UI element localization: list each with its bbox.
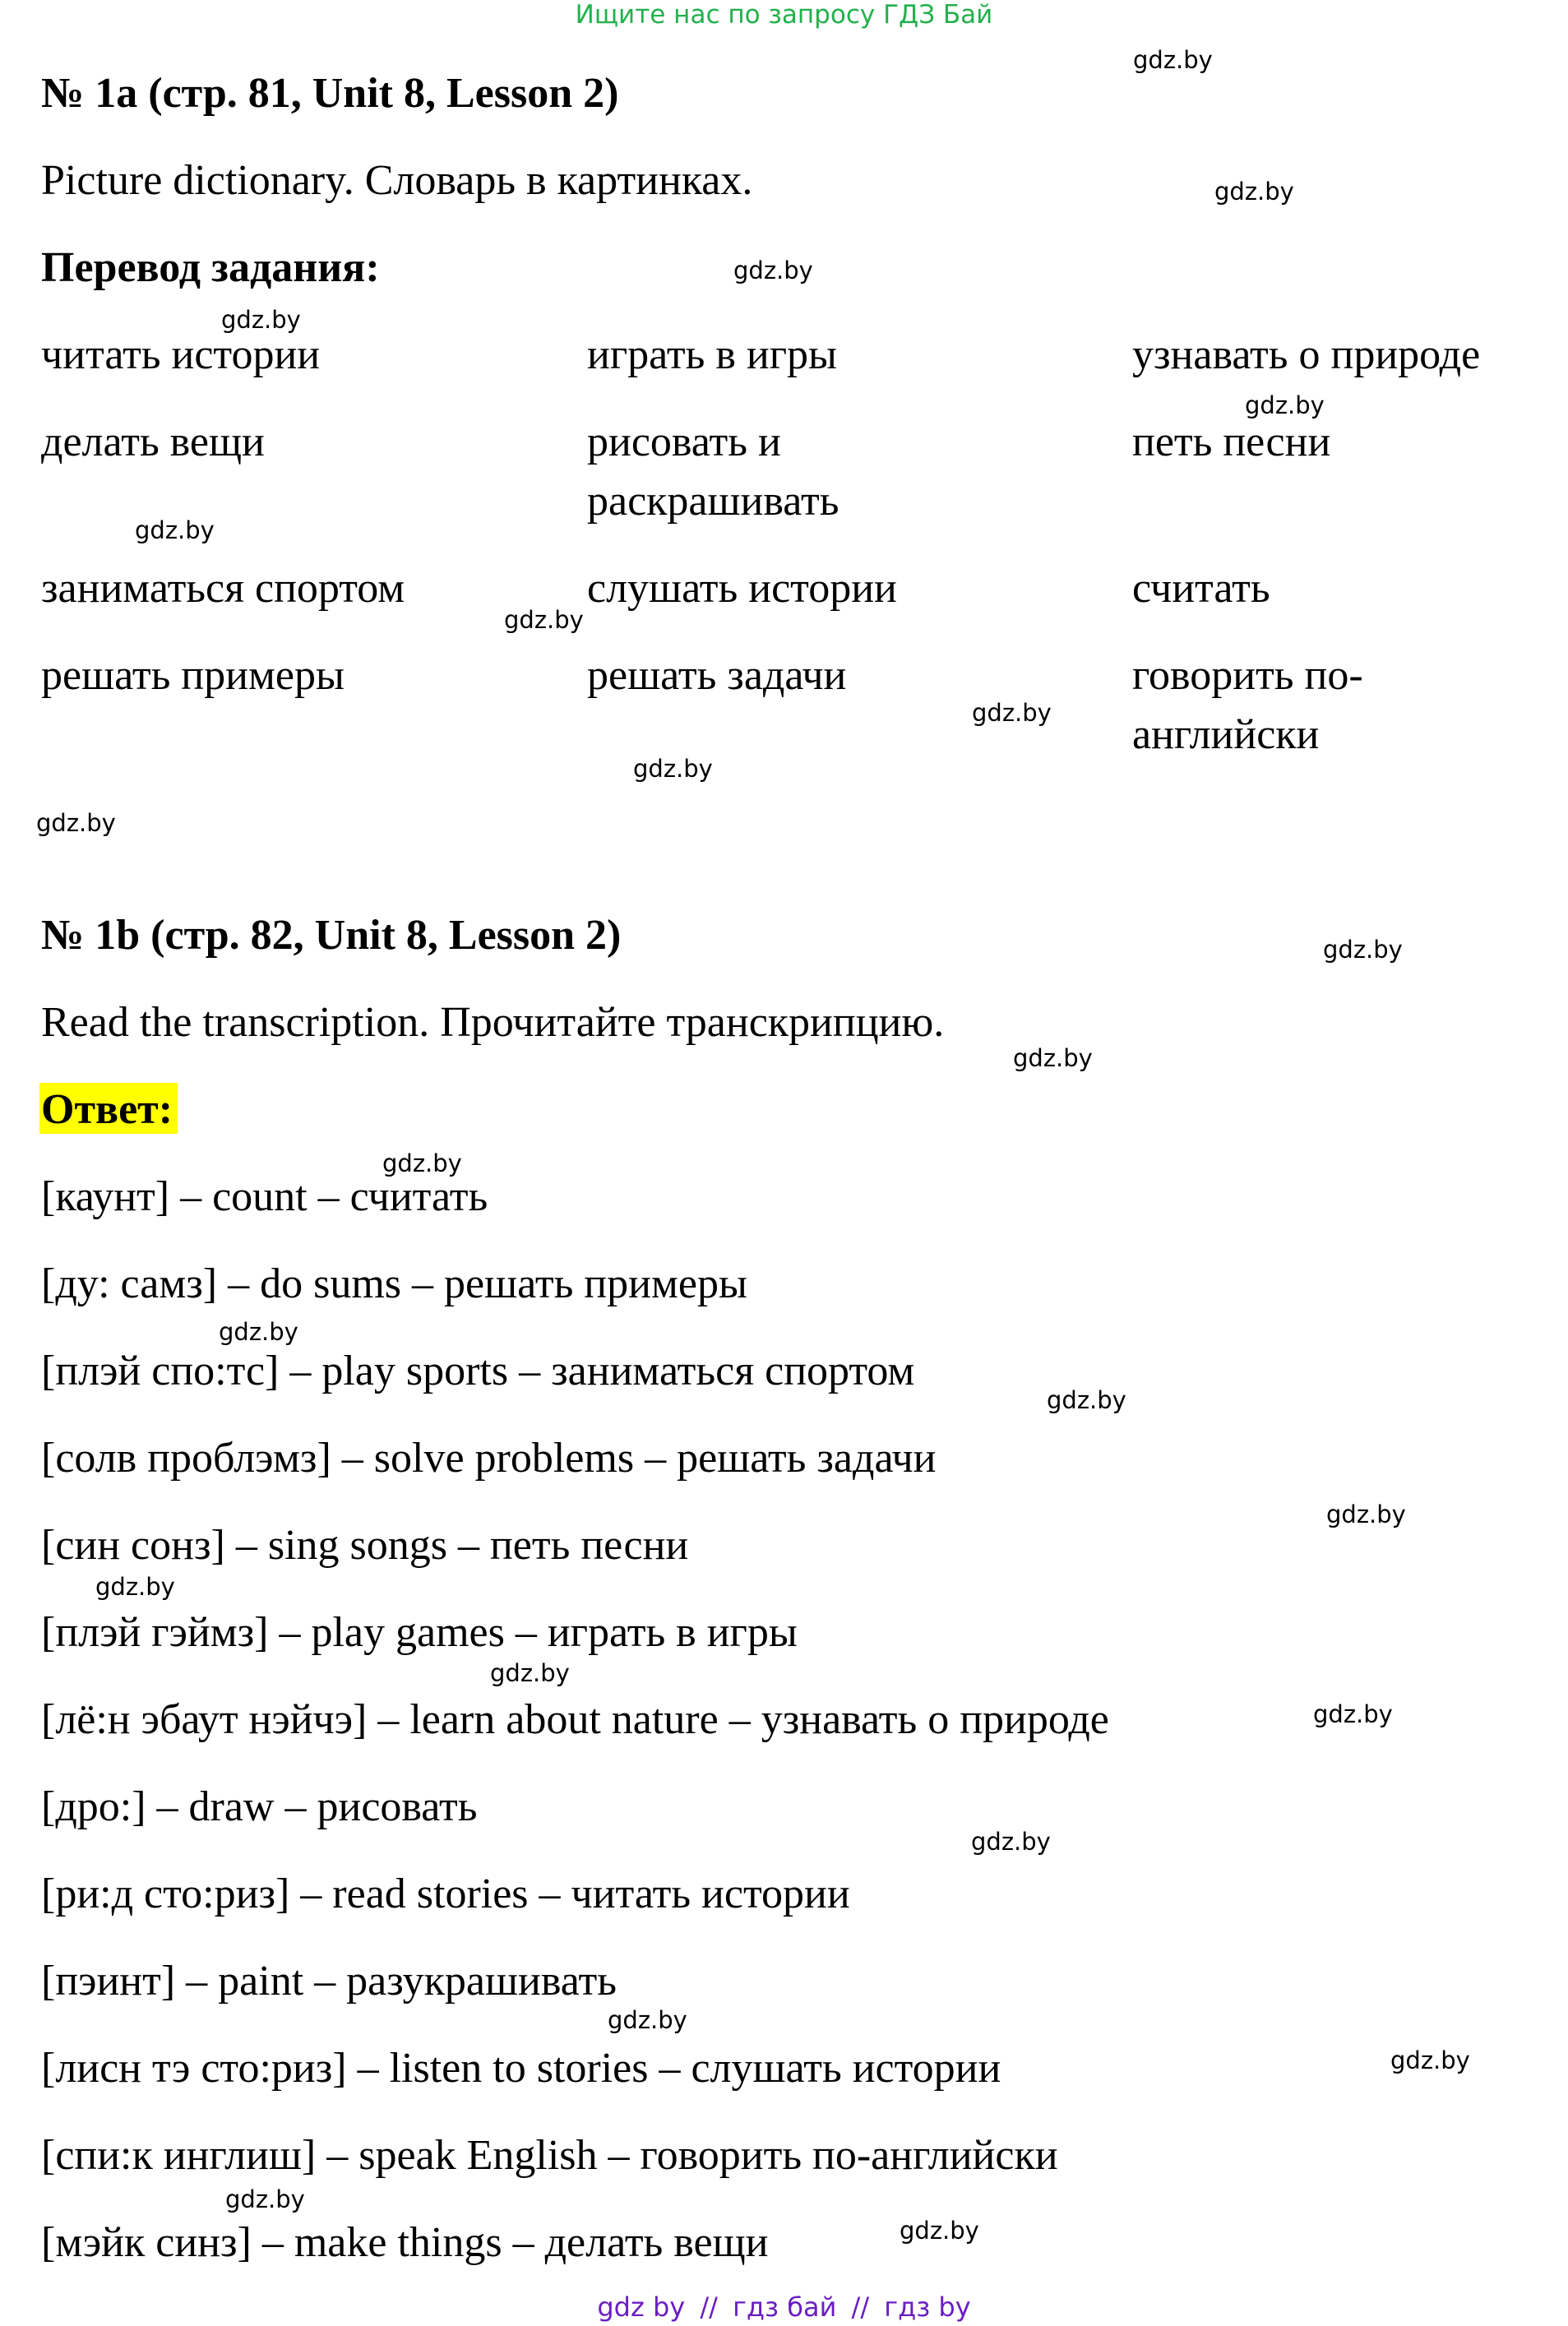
watermark: gdz.by [733,257,813,284]
dictionary-item: говорить по- [1132,652,1363,699]
transcription-line: [лисн тэ сто:риз] – listen to stories – слушать истории [41,2045,1001,2092]
watermark: gdz.by [1013,1044,1093,1072]
transcription-line: [мэйк синз] – make things – делать вещи [41,2219,769,2266]
dictionary-item: слушать истории [587,565,897,612]
transcription-line: [ри:д сто:риз] – read stories – читать истории [41,1871,850,1917]
dictionary-item: узнавать о природе [1132,331,1481,378]
answer-label: Ответ: [39,1083,178,1134]
dictionary-item: решать задачи [587,652,847,699]
watermark: gdz.by [1245,391,1325,419]
transcription-line: [спи:к инглиш] – speak English – говорить по-английски [41,2132,1058,2179]
transcription-line: [син сонз] – sing songs – петь песни [41,1522,689,1569]
transcription-line: [дро:] – draw – рисовать [41,1783,478,1830]
top-banner: Ищите нас по запросу ГДЗ Бай [575,0,993,30]
watermark: gdz.by [971,1828,1051,1856]
transcription-line: [солв проблэмз] – solve problems – решать задачи [41,1435,937,1482]
transcription-line: [плэй гэймз] – play games – играть в игры [41,1609,798,1656]
transcription-line: [ду: самз] – do sums – решать примеры [41,1260,747,1307]
watermark: gdz.by [490,1659,570,1687]
translation-label: Перевод задания: [41,244,380,291]
transcription-line: [пэинт] – paint – разукрашивать [41,1958,617,2005]
dictionary-item: читать истории [41,331,321,378]
dictionary-item: английски [1132,711,1320,758]
watermark: gdz.by [1390,2046,1470,2074]
watermark: gdz.by [504,606,584,634]
watermark: gdz.by [95,1573,175,1601]
watermark: gdz.by [219,1318,298,1346]
footer-link-gdz-by-cyr[interactable]: гдз by [884,2291,971,2323]
watermark: gdz.by [1214,178,1294,206]
watermark: gdz.by [221,306,301,334]
watermark: gdz.by [900,2217,979,2245]
watermark: gdz.by [382,1149,462,1177]
footer-links [0,2291,1568,2323]
watermark: gdz.by [1047,1386,1126,1414]
footer-link-gdz-by[interactable]: gdz by [597,2291,686,2323]
watermark: gdz.by [36,809,116,837]
watermark: gdz.by [225,2185,305,2213]
transcription-line: [лё:н эбаут нэйчэ] – learn about nature – узнавать о природе [41,1696,1109,1743]
footer-separator: // [700,2291,718,2323]
watermark: gdz.by [1323,936,1403,964]
task-1a-heading: № 1a (стр. 81, Unit 8, Lesson 2) [41,70,619,117]
watermark: gdz.by [608,2006,687,2034]
transcription-line: [плэй спо:тс] – play sports – заниматься спортом [41,1348,915,1394]
footer-separator: // [851,2291,870,2323]
watermark: gdz.by [972,699,1052,727]
task-1a-instruction: Picture dictionary. Словарь в картинках. [41,157,753,204]
watermark: gdz.by [1133,46,1213,74]
task-1b-instruction: Read the transcription. Прочитайте транскрипцию. [41,999,945,1046]
dictionary-item: делать вещи [41,418,265,465]
watermark: gdz.by [1313,1700,1393,1728]
dictionary-item: раскрашивать [587,478,840,525]
dictionary-item: играть в игры [587,331,837,378]
watermark: gdz.by [633,755,713,783]
watermark: gdz.by [1326,1501,1406,1528]
dictionary-item: петь песни [1132,418,1331,465]
dictionary-item: рисовать и [587,418,781,465]
footer-link-gdz-bai[interactable]: гдз бай [733,2291,837,2323]
dictionary-item: решать примеры [41,652,345,699]
dictionary-item: заниматься спортом [41,565,405,612]
transcription-line: [каунт] – count – считать [41,1173,488,1220]
task-1b-heading: № 1b (стр. 82, Unit 8, Lesson 2) [41,912,622,959]
dictionary-item: считать [1132,565,1270,612]
watermark: gdz.by [135,516,215,544]
